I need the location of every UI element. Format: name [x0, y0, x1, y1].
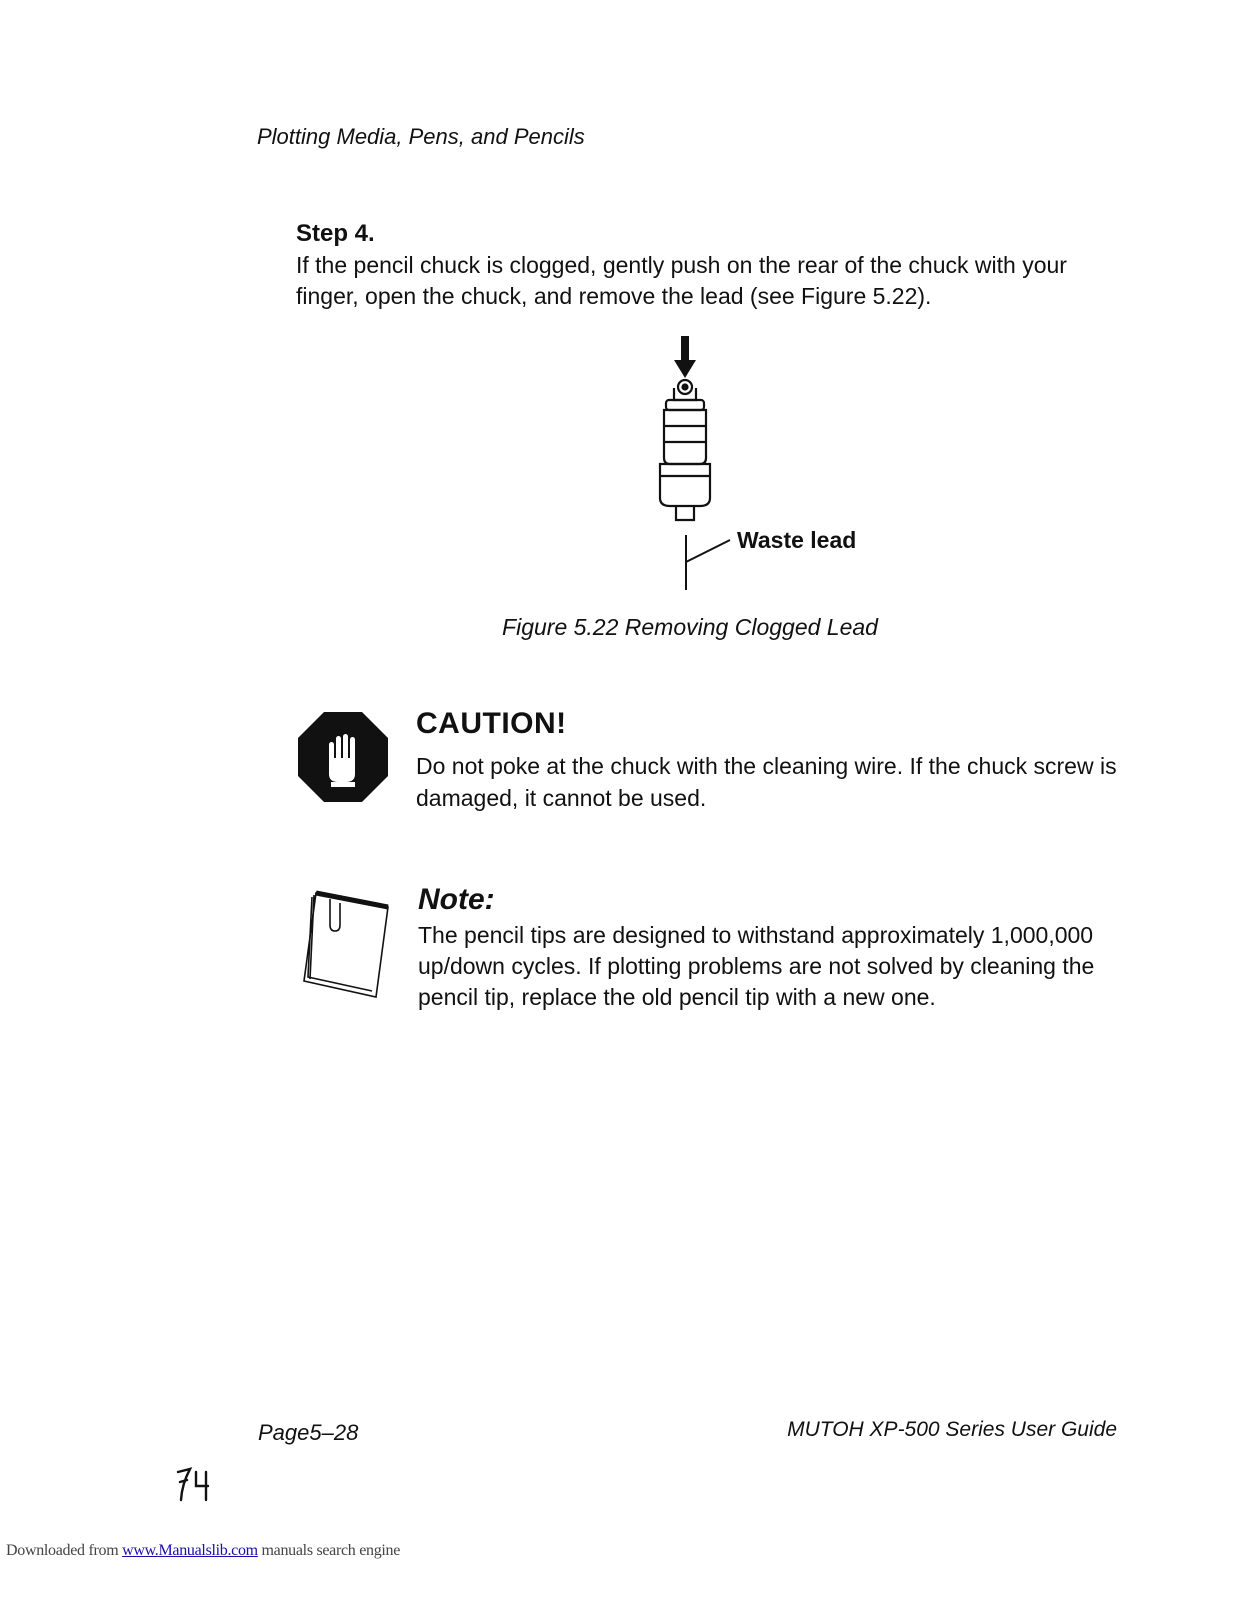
download-prefix: Downloaded from — [6, 1542, 123, 1559]
figure-caption: Figure 5.22 Removing Clogged Lead — [502, 614, 878, 640]
chuck-icon — [660, 380, 710, 520]
step-body: If the pencil chuck is clogged, gently push on the rear of the chuck with your finger, open the chuck, and remove the lead (see Figure 5.22). — [296, 252, 1067, 309]
pencil-chuck-figure — [560, 330, 900, 600]
guide-title: MUTOH XP-500 Series User Guide — [787, 1418, 1117, 1441]
notebook-icon — [300, 885, 395, 1000]
callout-leader — [686, 535, 730, 590]
stop-hand-icon — [298, 712, 388, 802]
handwritten-mark — [172, 1460, 222, 1510]
caution-body: Do not poke at the chuck with the cleaning wire. If the chuck screw is damaged, it cannot be used. — [416, 753, 1117, 811]
step-heading: Step 4. — [296, 220, 375, 247]
download-suffix: manuals search engine — [257, 1542, 401, 1559]
note-title: Note: — [418, 883, 495, 916]
manualslib-link[interactable]: www.Manualslib.com — [122, 1542, 258, 1559]
page-number: Page5–28 — [258, 1420, 359, 1445]
push-arrow-icon — [674, 336, 696, 378]
callout-waste-lead: Waste lead — [737, 527, 857, 553]
caution-title: CAUTION! — [416, 707, 567, 740]
download-footer — [6, 1542, 400, 1560]
note-body: The pencil tips are designed to withstand approximately 1,000,000 up/down cycles. If plotting problems are not solved by cleaning the pencil tip, replace the old pencil tip with a new one. — [418, 922, 1095, 1010]
running-head: Plotting Media, Pens, and Pencils — [257, 124, 585, 149]
